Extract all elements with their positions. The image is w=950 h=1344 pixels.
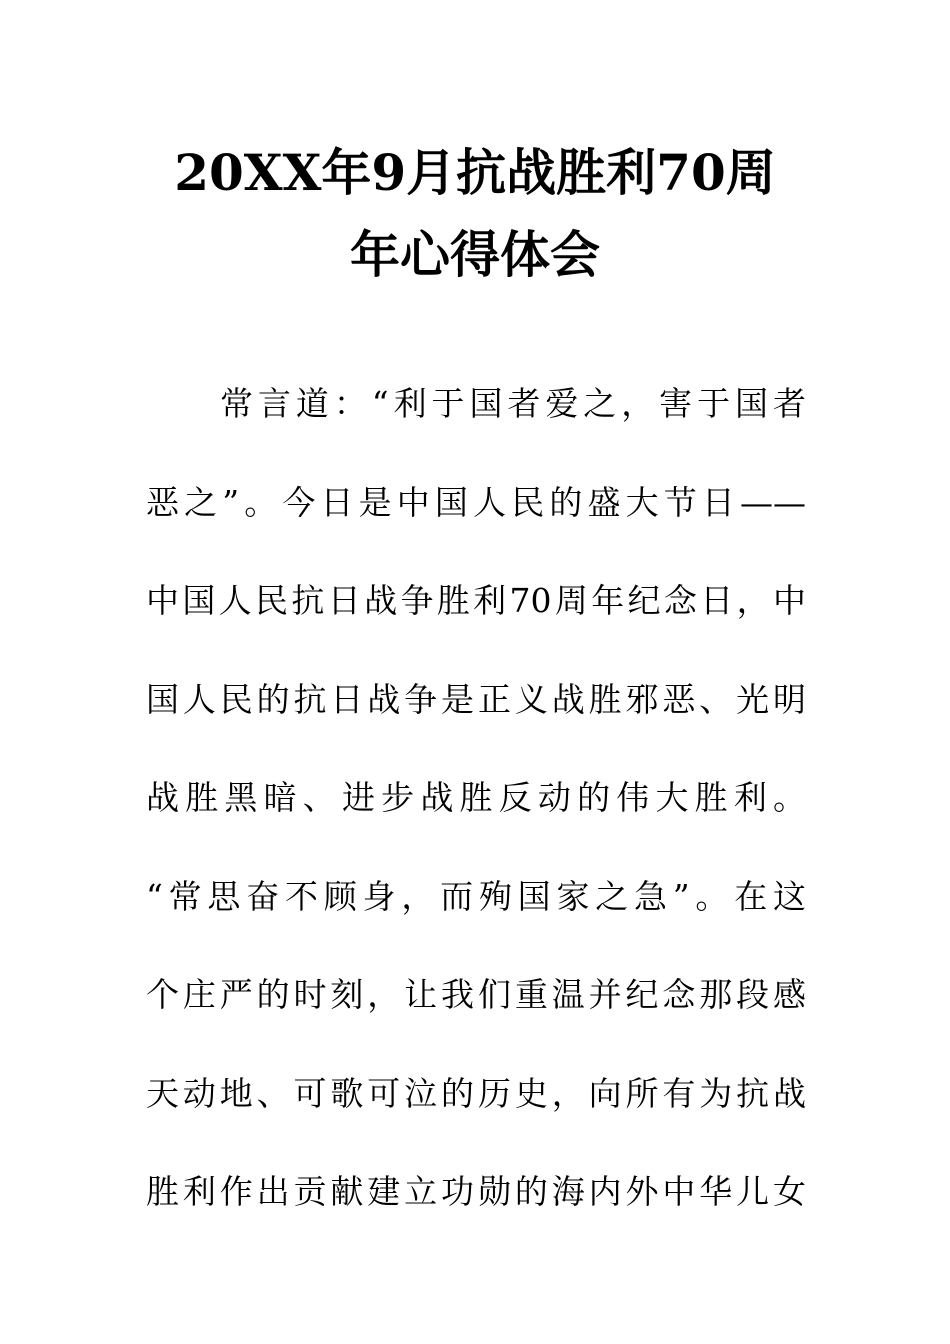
body-line: 胜利作出贡献建立功勋的海内外中华儿女 — [146, 1172, 806, 1211]
document-body — [146, 355, 806, 1242]
body-line: 恶之”。今日是中国人民的盛大节日—— — [146, 482, 806, 522]
body-line: 国人民的抗日战争是正义战胜邪恶、光明 — [146, 679, 806, 719]
body-line: 个庄严的时刻，让我们重温并纪念那段感 — [146, 975, 806, 1014]
title-line: 20XX年9月抗战胜利70周 — [174, 143, 776, 202]
body-line: “常思奋不顾身，而殉国家之急”。在这 — [146, 876, 806, 916]
title-line: 年心得体会 — [350, 225, 600, 284]
document-title — [140, 132, 810, 296]
body-line: 常言道：“利于国者爱之，害于国者 — [220, 384, 806, 423]
body-line: 战胜黑暗、进步战胜反动的伟大胜利。 — [146, 778, 806, 817]
body-line: 中国人民抗日战争胜利70周年纪念日，中 — [146, 581, 806, 620]
body-line: 天动地、可歌可泣的历史，向所有为抗战 — [146, 1073, 806, 1113]
